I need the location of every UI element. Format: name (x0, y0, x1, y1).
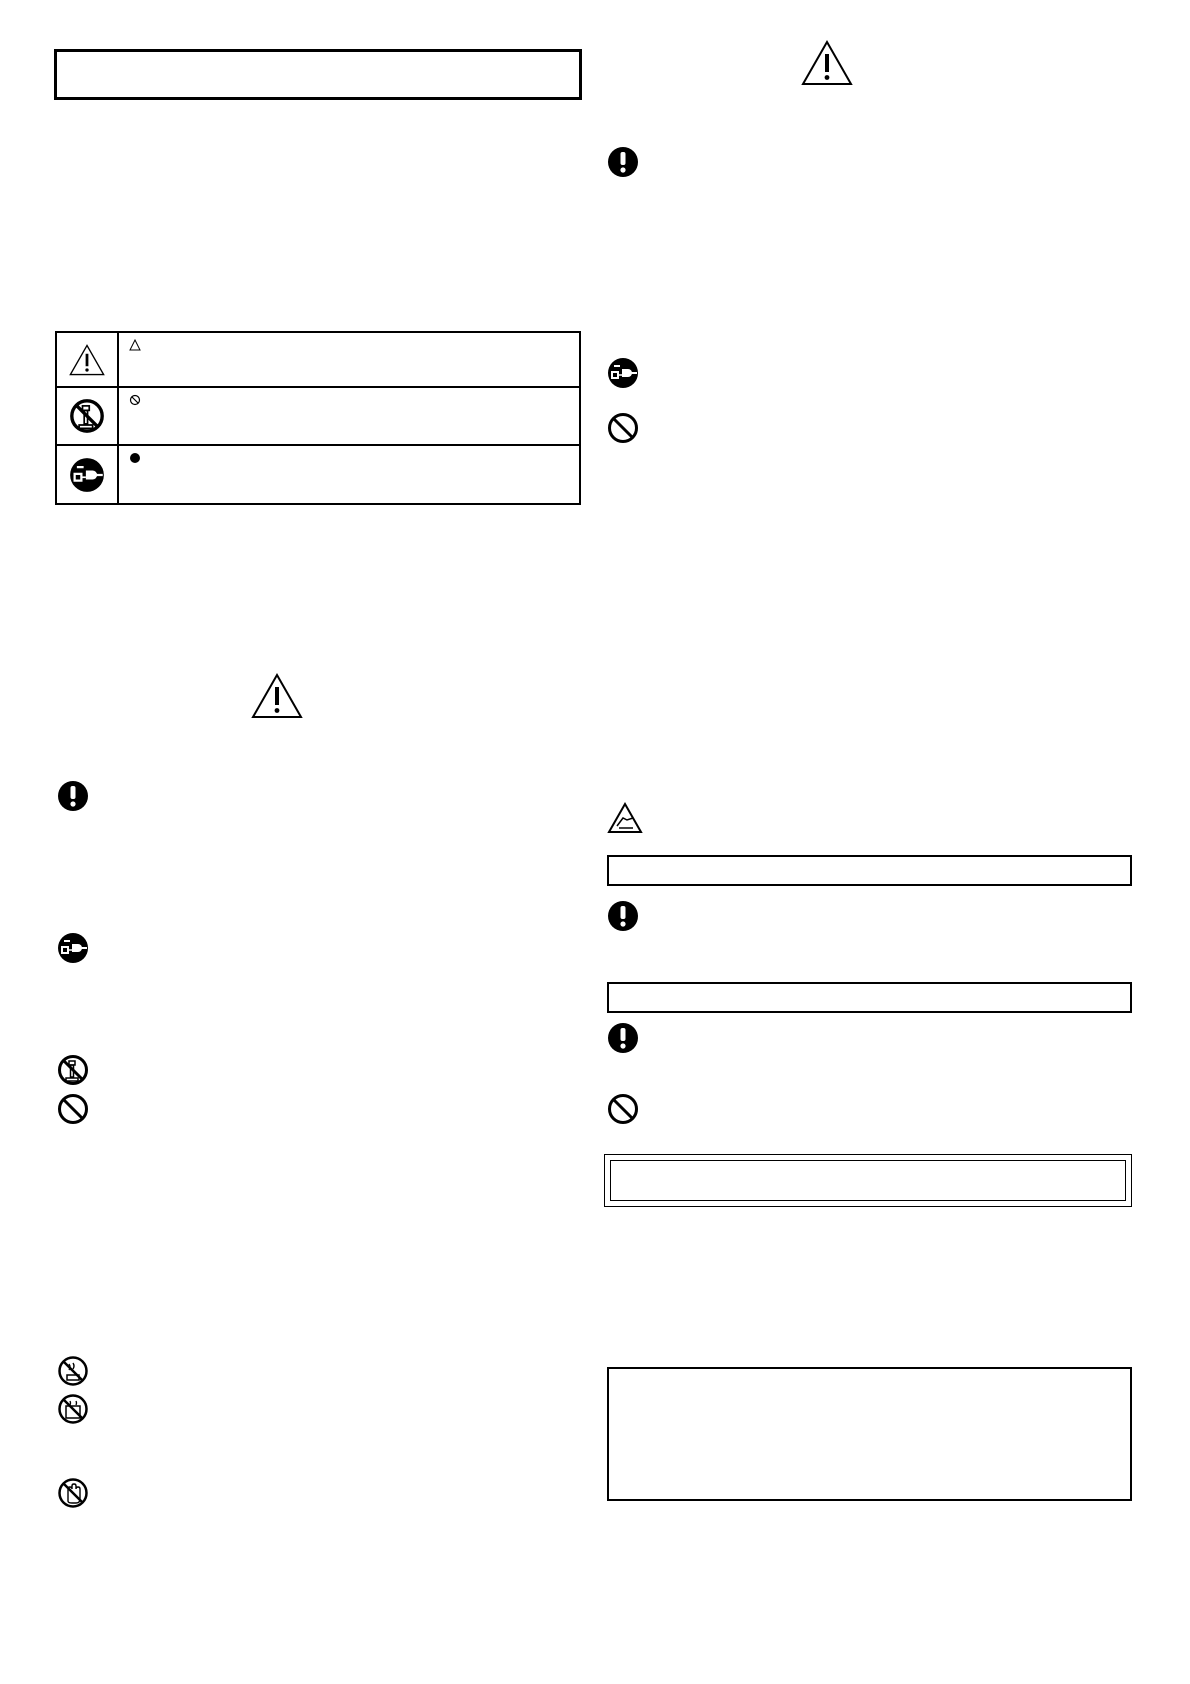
small-dot-icon (129, 452, 141, 464)
warning-triangle-icon (251, 673, 303, 719)
warning-triangle-icon (69, 342, 105, 378)
unplug-power-icon (607, 357, 639, 389)
prohibition-circle-icon (607, 1093, 639, 1125)
small-prohibition-icon (129, 394, 141, 406)
legend-text-warning (118, 332, 580, 387)
no-water-icon (57, 1355, 89, 1387)
legend-cell-warning (56, 332, 118, 387)
pinch-hazard-icon (607, 802, 643, 834)
no-disassembly-icon (69, 398, 105, 434)
symbol-legend-table (55, 331, 581, 505)
exclamation-circle-icon (607, 1022, 639, 1054)
prohibition-circle-icon (607, 412, 639, 444)
caution-heading-box (607, 855, 1132, 886)
exclamation-circle-icon (57, 780, 89, 812)
information-box (607, 1367, 1132, 1501)
unplug-power-icon (57, 932, 89, 964)
exclamation-circle-icon (607, 900, 639, 932)
legend-cell-prohibited (56, 387, 118, 445)
caution-heading-box-2 (607, 982, 1132, 1013)
prohibition-circle-icon (57, 1093, 89, 1125)
unplug-power-icon (69, 457, 105, 493)
warning-triangle-icon (801, 40, 853, 86)
small-triangle-icon (129, 339, 141, 351)
no-wet-place-icon (57, 1393, 89, 1425)
legend-text-prohibited (118, 387, 580, 445)
no-disassembly-icon (57, 1054, 89, 1086)
exclamation-circle-icon (607, 146, 639, 178)
legend-text-mandatory (118, 445, 580, 504)
notice-box-double-border (604, 1154, 1132, 1207)
no-wet-hands-icon (57, 1477, 89, 1509)
title-box (54, 49, 582, 100)
notice-box-inner-border (610, 1160, 1126, 1201)
legend-cell-mandatory (56, 445, 118, 504)
